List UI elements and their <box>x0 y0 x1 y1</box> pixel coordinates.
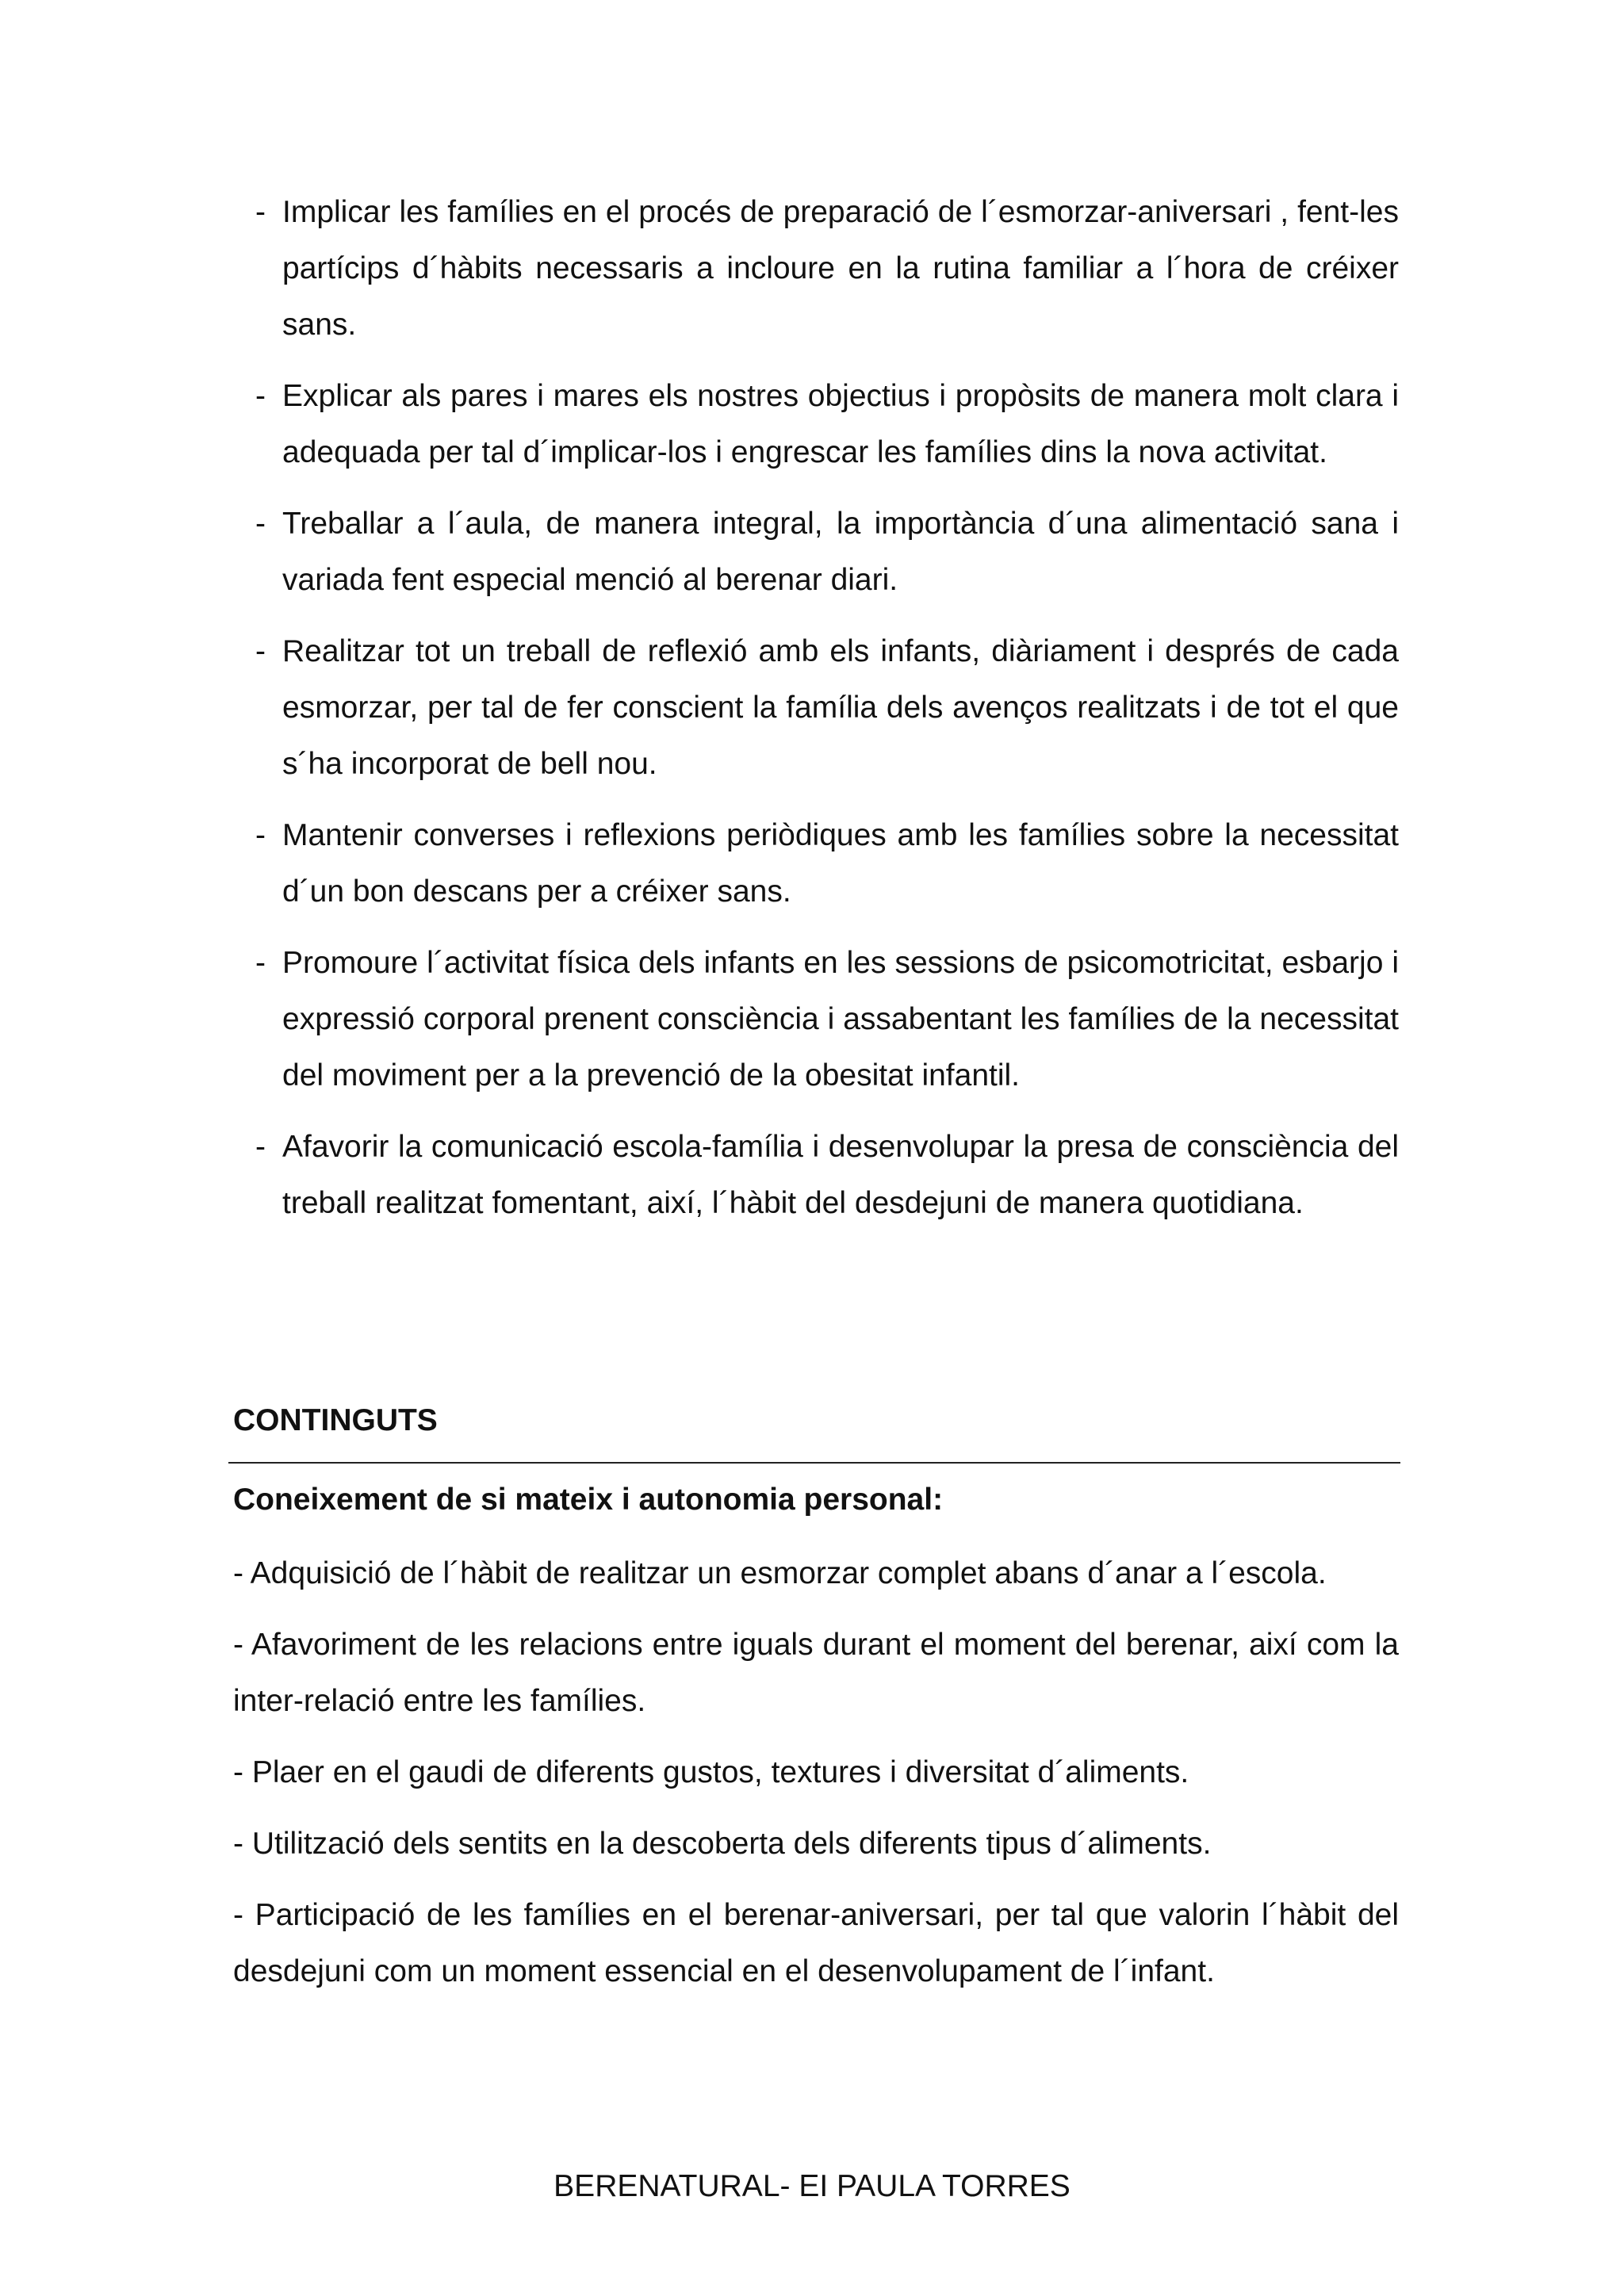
objective-text: Promoure l´activitat física dels infants en les sessions de psicomotricitat, esbarjo i expressió corporal prenent consciència i assabentant les famílies de la necessitat del moviment per a la prevenció de la obesitat infantil. <box>282 946 1399 1093</box>
objectives-list <box>255 184 1399 1246</box>
objective-item <box>255 368 1399 480</box>
section-divider <box>228 1462 1400 1464</box>
section-title: CONTINGUTS <box>233 1403 438 1437</box>
subsection-title: Coneixement de si mateix i autonomia personal: <box>233 1483 944 1517</box>
objective-text: Realitzar tot un treball de reflexió amb els infants, diàriament i després de cada esmorzar, per tal de fer conscient la família dels avenços realitzats i de tot el que s´ha incorporat de bell nou. <box>282 634 1399 781</box>
content-item: - Utilització dels sentits en la descoberta dels diferents tipus d´aliments. <box>233 1827 1212 1861</box>
content-item: - Participació de les famílies en el berenar-aniversari, per tal que valorin l´hàbit del desdejuni com un moment essencial en el desenvolupament de l´infant. <box>233 1898 1399 1988</box>
objective-text: Afavorir la comunicació escola-família i desenvolupar la presa de consciència del treball realitzat fomentant, així, l´hàbit del desdejuni de manera quotidiana. <box>282 1130 1399 1220</box>
bullet-dash: - <box>255 818 266 852</box>
objective-item <box>255 623 1399 792</box>
bullet-dash: - <box>255 195 266 229</box>
contents-list <box>233 1545 1399 2015</box>
content-item: - Afavoriment de les relacions entre iguals durant el moment del berenar, així com la inter-relació entre les famílies. <box>233 1628 1399 1718</box>
bullet-dash: - <box>255 507 266 541</box>
bullet-dash: - <box>255 1130 266 1164</box>
objective-item <box>255 807 1399 920</box>
objective-text: Explicar als pares i mares els nostres objectius i propòsits de manera molt clara i adequada per tal d´implicar-los i engrescar les famílies dins la nova activitat. <box>282 379 1399 469</box>
bullet-dash: - <box>255 946 266 980</box>
objective-text: Treballar a l´aula, de manera integral, la importància d´una alimentació sana i variada fent especial menció al berenar diari. <box>282 507 1399 597</box>
content-item: - Plaer en el gaudi de diferents gustos, textures i diversitat d´aliments. <box>233 1755 1189 1789</box>
objective-text: Implicar les famílies en el procés de preparació de l´esmorzar-aniversari , fent-les partícips d´hàbits necessaris a incloure en la rutina familiar a l´hora de créixer sans. <box>282 195 1399 342</box>
page-footer: BERENATURAL- EI PAULA TORRES <box>553 2169 1071 2203</box>
objective-item <box>255 496 1399 608</box>
objective-item <box>255 1119 1399 1231</box>
content-item: - Adquisició de l´hàbit de realitzar un esmorzar complet abans d´anar a l´escola. <box>233 1556 1327 1590</box>
bullet-dash: - <box>255 379 266 413</box>
objective-item <box>255 184 1399 353</box>
bullet-dash: - <box>255 634 266 668</box>
objective-item <box>255 935 1399 1104</box>
objective-text: Mantenir converses i reflexions periòdiques amb les famílies sobre la necessitat d´un bon descans per a créixer sans. <box>282 818 1399 909</box>
